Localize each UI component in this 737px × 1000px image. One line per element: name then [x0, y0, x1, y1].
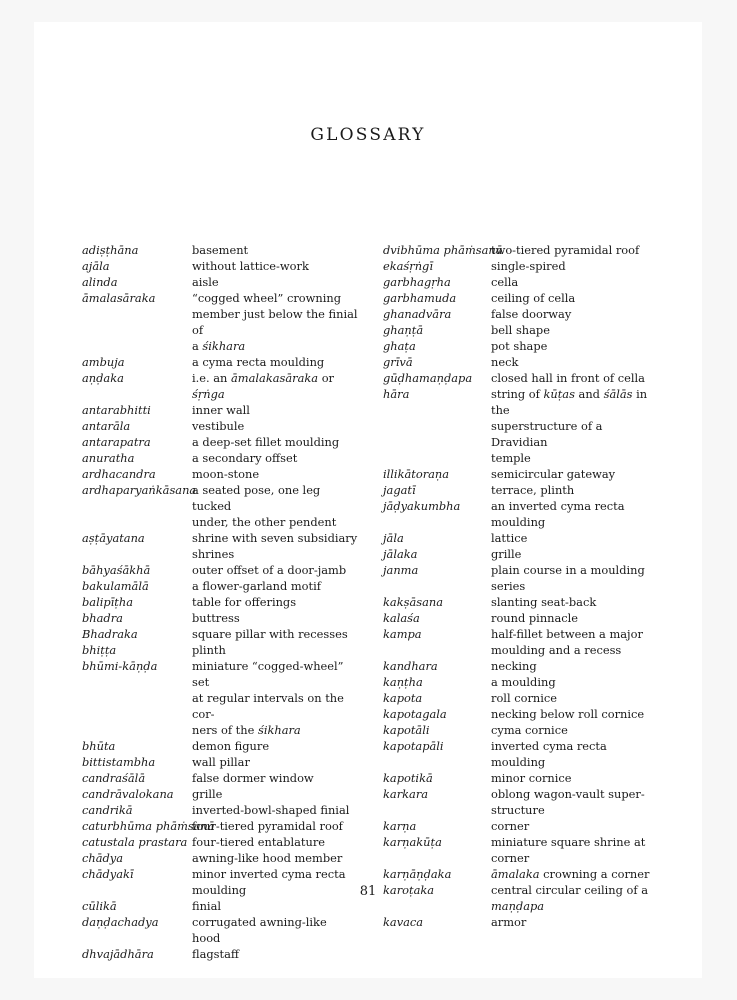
glossary-term: aṣṭāyatana [82, 531, 145, 545]
glossary-term: candrāvalokana [82, 787, 174, 801]
glossary-entry [383, 610, 656, 626]
glossary-entry [82, 434, 358, 450]
glossary-definition [491, 498, 656, 530]
glossary-term: karṇa [383, 819, 417, 833]
glossary-definition [192, 914, 358, 946]
glossary-definition [491, 722, 656, 738]
glossary-column-left [82, 242, 358, 962]
glossary-term: kapota [383, 691, 423, 705]
glossary-definition [491, 738, 656, 770]
glossary-definition [491, 530, 656, 546]
glossary-term: dvibhūma phāṁsanā [383, 243, 503, 257]
definition-line: grille [192, 787, 223, 801]
glossary-definition [491, 242, 656, 258]
glossary-entry [383, 322, 656, 338]
definition-line: corner [491, 851, 530, 865]
glossary-definition [192, 418, 358, 434]
page-title: GLOSSARY [310, 125, 426, 145]
glossary-entry [383, 658, 656, 674]
glossary-definition [192, 482, 358, 530]
glossary-entry [383, 866, 656, 882]
glossary-term: kapotapāli [383, 739, 444, 753]
glossary-term: kapotagala [383, 707, 447, 721]
definition-line: flagstaff [192, 947, 239, 961]
glossary-entry [383, 738, 656, 770]
definition-line: inner wall [192, 403, 250, 417]
definition-line: member just below the finial of [192, 307, 358, 337]
definition-line: structure [491, 803, 545, 817]
glossary-definition [192, 818, 358, 834]
glossary-entry [82, 834, 358, 850]
glossary-term: kapotikā [383, 771, 433, 785]
glossary-definition [192, 754, 358, 770]
glossary-definition [491, 338, 656, 354]
glossary-definition [491, 706, 656, 722]
definition-line: an inverted cyma recta moulding [491, 499, 625, 529]
glossary-definition [192, 370, 358, 402]
glossary-term: bhadra [82, 611, 123, 625]
glossary-term: kakṣāsana [383, 595, 443, 609]
glossary-definition [192, 658, 358, 738]
definition-line: terrace, plinth [491, 483, 575, 497]
glossary-definition [192, 402, 358, 418]
definition-line: necking below roll cornice [491, 707, 645, 721]
definition-line: minor inverted cyma recta [192, 867, 346, 881]
glossary-entry [82, 610, 358, 626]
definition-line: vestibule [192, 419, 245, 433]
glossary-definition [491, 834, 656, 866]
definition-line: four-tiered pyramidal roof [192, 819, 343, 833]
definition-line: inverted cyma recta moulding [491, 739, 607, 769]
glossary-entry [383, 354, 656, 370]
glossary-term: kaṇṭha [383, 675, 423, 689]
glossary-term: kavaca [383, 915, 424, 929]
definition-line: corner [491, 819, 530, 833]
glossary-entry [383, 674, 656, 690]
glossary-definition [491, 546, 656, 562]
glossary-term: ghaṇṭā [383, 323, 424, 337]
glossary-term: antarāla [82, 419, 131, 433]
glossary-definition [491, 626, 656, 658]
glossary-entry [82, 898, 358, 914]
glossary-entry [82, 530, 358, 562]
glossary-term: balipīṭha [82, 595, 134, 609]
glossary-definition [491, 290, 656, 306]
glossary-term: bhiṭṭa [82, 643, 117, 657]
definition-line: i.e. an āmalakasāraka or śṛṅga [192, 371, 335, 401]
glossary-entry [82, 562, 358, 578]
glossary-entry [383, 834, 656, 866]
glossary-entry [82, 818, 358, 834]
glossary-definition [491, 786, 656, 818]
definition-line: grille [491, 547, 522, 561]
glossary-definition [192, 354, 358, 370]
definition-line: miniature “cogged-wheel” set [192, 659, 344, 689]
definition-line: āmalaka crowning a corner [491, 867, 650, 881]
glossary-definition [192, 274, 358, 290]
glossary-entry [383, 626, 656, 658]
glossary-definition [491, 370, 656, 386]
glossary-term: karṇakūṭa [383, 835, 442, 849]
glossary-term: bāhyaśākhā [82, 563, 151, 577]
glossary-entry [82, 402, 358, 418]
glossary-entry [82, 466, 358, 482]
definition-line: superstructure of a Dravidian [491, 419, 603, 449]
glossary-entry [383, 786, 656, 818]
definition-line: slanting seat-back [491, 595, 597, 609]
definition-line: “cogged wheel” crowning [192, 291, 341, 305]
glossary-entry [82, 658, 358, 738]
glossary-entry [82, 754, 358, 770]
definition-line: basement [192, 243, 249, 257]
glossary-term: garbhamuda [383, 291, 457, 305]
glossary-entry [383, 530, 656, 546]
definition-line: temple [491, 451, 531, 465]
definition-line: wall pillar [192, 755, 250, 769]
glossary-entry [383, 274, 656, 290]
glossary-entry [82, 914, 358, 946]
definition-line: cyma cornice [491, 723, 568, 737]
glossary-entry [82, 290, 358, 354]
definition-line: outer offset of a door-jamb [192, 563, 347, 577]
definition-line: plinth [192, 643, 226, 657]
glossary-term: cūlikā [82, 899, 117, 913]
glossary-definition [192, 770, 358, 786]
glossary-definition [192, 946, 358, 962]
glossary-definition [491, 658, 656, 674]
definition-line: shrine with seven subsidiary [192, 531, 358, 545]
glossary-term: dhvajādhāra [82, 947, 154, 961]
glossary-entry [383, 290, 656, 306]
glossary-term: karkara [383, 787, 429, 801]
glossary-entry [383, 562, 656, 594]
glossary-entry [383, 370, 656, 386]
glossary-definition [491, 322, 656, 338]
glossary-term: catustala prastara [82, 835, 188, 849]
glossary-term: anuratha [82, 451, 135, 465]
glossary-definition [491, 690, 656, 706]
glossary-term: ardhaparyaṅkāsana [82, 483, 197, 497]
glossary-entry [383, 482, 656, 498]
glossary-entry [383, 722, 656, 738]
glossary-entry [383, 546, 656, 562]
definition-line: corrugated awning-like hood [192, 915, 327, 945]
definition-line: a cyma recta moulding [192, 355, 325, 369]
glossary-term: kalaśa [383, 611, 420, 625]
glossary-entry [383, 258, 656, 274]
glossary-entry [82, 802, 358, 818]
glossary-definition [491, 386, 656, 466]
glossary-entry [82, 354, 358, 370]
glossary-definition [491, 306, 656, 322]
definition-line: four-tiered entablature [192, 835, 326, 849]
definition-line: a deep-set fillet moulding [192, 435, 340, 449]
definition-line: pot shape [491, 339, 548, 353]
glossary-term: aṇḍaka [82, 371, 124, 385]
definition-line: maṇḍapa [491, 899, 545, 913]
glossary-entry [82, 786, 358, 802]
glossary-entry [82, 738, 358, 754]
glossary-definition [192, 290, 358, 354]
glossary-page [34, 22, 702, 978]
definition-line: square pillar with recesses [192, 627, 348, 641]
definition-line: armor [491, 915, 527, 929]
glossary-definition [192, 802, 358, 818]
definition-line: moulding [192, 883, 247, 897]
definition-line: central circular ceiling of a [491, 883, 648, 897]
glossary-definition [192, 258, 358, 274]
glossary-term: karṇāṇḍaka [383, 867, 452, 881]
glossary-entry [383, 818, 656, 834]
glossary-term: bittistambha [82, 755, 156, 769]
glossary-entry [82, 642, 358, 658]
glossary-term: alinda [82, 275, 118, 289]
definition-line: false dormer window [192, 771, 314, 785]
glossary-entry [82, 770, 358, 786]
glossary-definition [192, 594, 358, 610]
glossary-entry [383, 914, 656, 930]
glossary-definition [192, 626, 358, 642]
glossary-entry [82, 418, 358, 434]
definition-line: a secondary offset [192, 451, 298, 465]
glossary-column-right [383, 242, 656, 930]
glossary-term: janma [383, 563, 419, 577]
glossary-definition [192, 242, 358, 258]
definition-line: two-tiered pyramidal roof [491, 243, 640, 257]
definition-line: plain course in a moulding [491, 563, 645, 577]
glossary-definition [192, 850, 358, 866]
glossary-term: jāla [383, 531, 404, 545]
definition-line: closed hall in front of cella [491, 371, 645, 385]
glossary-definition [192, 642, 358, 658]
glossary-term: ajāla [82, 259, 110, 273]
glossary-term: Bhadraka [82, 627, 138, 641]
definition-line: without lattice-work [192, 259, 309, 273]
glossary-term: garbhagṛha [383, 275, 451, 289]
definition-line: shrines [192, 547, 235, 561]
glossary-definition [192, 562, 358, 578]
definition-line: roll cornice [491, 691, 557, 705]
glossary-definition [491, 866, 656, 882]
definition-line: buttress [192, 611, 240, 625]
definition-line: a flower-garland motif [192, 579, 321, 593]
definition-line: ners of the śikhara [192, 723, 301, 737]
glossary-definition [491, 818, 656, 834]
glossary-term: bhūta [82, 739, 116, 753]
glossary-entry [82, 450, 358, 466]
glossary-term: kapotāli [383, 723, 430, 737]
glossary-entry [82, 274, 358, 290]
definition-line: lattice [491, 531, 528, 545]
definition-line: table for offerings [192, 595, 297, 609]
definition-line: neck [491, 355, 519, 369]
glossary-entry [82, 258, 358, 274]
glossary-term: bhūmi-kāṇḍa [82, 659, 158, 673]
definition-line: moulding and a recess [491, 643, 622, 657]
definition-line: demon figure [192, 739, 270, 753]
glossary-entry [82, 242, 358, 258]
glossary-term: ghaṭa [383, 339, 416, 353]
glossary-entry [383, 498, 656, 530]
definition-line: aisle [192, 275, 219, 289]
glossary-entry [82, 850, 358, 866]
page-number: 81 [359, 884, 377, 899]
glossary-definition [491, 610, 656, 626]
glossary-definition [192, 610, 358, 626]
glossary-definition [491, 594, 656, 610]
definition-line: miniature square shrine at [491, 835, 646, 849]
glossary-term: candrikā [82, 803, 133, 817]
glossary-definition [491, 354, 656, 370]
glossary-definition [192, 578, 358, 594]
glossary-definition [491, 674, 656, 690]
glossary-entry [383, 386, 656, 466]
glossary-term: jāḍyakumbha [383, 499, 461, 513]
glossary-term: ambuja [82, 355, 125, 369]
glossary-definition [491, 274, 656, 290]
glossary-term: antarabhitti [82, 403, 151, 417]
glossary-term: āmalasāraka [82, 291, 156, 305]
glossary-term: hāra [383, 387, 410, 401]
definition-line: a śikhara [192, 339, 246, 353]
glossary-term: kandhara [383, 659, 438, 673]
definition-line: moon-stone [192, 467, 260, 481]
glossary-term: caturbhūma phāṁsanā [82, 819, 215, 833]
definition-line: a moulding [491, 675, 556, 689]
glossary-entry [82, 482, 358, 530]
glossary-definition [192, 738, 358, 754]
glossary-entry [383, 594, 656, 610]
definition-line: false doorway [491, 307, 572, 321]
glossary-entry [82, 370, 358, 402]
definition-line: necking [491, 659, 537, 673]
definition-line: bell shape [491, 323, 550, 337]
glossary-entry [383, 338, 656, 354]
definition-line: at regular intervals on the cor- [192, 691, 344, 721]
glossary-definition [491, 770, 656, 786]
glossary-entry [383, 306, 656, 322]
glossary-term: candraśālā [82, 771, 146, 785]
glossary-entry [383, 242, 656, 258]
glossary-definition [192, 450, 358, 466]
definition-line: half-fillet between a major [491, 627, 643, 641]
definition-line: under, the other pendent [192, 515, 337, 529]
glossary-definition [491, 562, 656, 594]
glossary-term: karoṭaka [383, 883, 435, 897]
glossary-term: jālaka [383, 547, 418, 561]
definition-line: string of kūṭas and śālās in the [491, 387, 648, 417]
glossary-term: ardhacandra [82, 467, 156, 481]
definition-line: inverted-bowl-shaped finial [192, 803, 350, 817]
glossary-definition [192, 434, 358, 450]
definition-line: round pinnacle [491, 611, 579, 625]
glossary-definition [192, 466, 358, 482]
definition-line: finial [192, 899, 222, 913]
glossary-entry [383, 466, 656, 482]
glossary-term: daṇḍachadya [82, 915, 159, 929]
glossary-term: ekaśṛṅgī [383, 259, 433, 273]
glossary-term: grīvā [383, 355, 413, 369]
glossary-term: adiṣṭhāna [82, 243, 139, 257]
glossary-entry [383, 690, 656, 706]
glossary-term: antarapatra [82, 435, 151, 449]
glossary-entry [82, 578, 358, 594]
glossary-definition [491, 258, 656, 274]
glossary-definition [192, 898, 358, 914]
glossary-definition [192, 786, 358, 802]
glossary-definition [491, 914, 656, 930]
glossary-term: illikātoraṇa [383, 467, 450, 481]
glossary-term: jagatī [383, 483, 416, 497]
glossary-entry [383, 770, 656, 786]
definition-line: cella [491, 275, 519, 289]
glossary-entry [383, 706, 656, 722]
glossary-term: chādyakī [82, 867, 134, 881]
glossary-term: chādya [82, 851, 124, 865]
definition-line: single-spired [491, 259, 566, 273]
glossary-entry [82, 626, 358, 642]
definition-line: a seated pose, one leg tucked [192, 483, 321, 513]
definition-line: minor cornice [491, 771, 572, 785]
definition-line: semicircular gateway [491, 467, 616, 481]
definition-line: ceiling of cella [491, 291, 576, 305]
glossary-definition [491, 482, 656, 498]
definition-line: oblong wagon-vault super- [491, 787, 645, 801]
definition-line: awning-like hood member [192, 851, 343, 865]
definition-line: series [491, 579, 526, 593]
glossary-entry [82, 946, 358, 962]
glossary-term: kampa [383, 627, 422, 641]
glossary-definition [192, 834, 358, 850]
glossary-term: gūḍhamaṇḍapa [383, 371, 473, 385]
glossary-definition [491, 466, 656, 482]
glossary-term: ghanadvāra [383, 307, 452, 321]
glossary-definition [192, 530, 358, 562]
glossary-term: bakulamālā [82, 579, 149, 593]
glossary-entry [82, 594, 358, 610]
